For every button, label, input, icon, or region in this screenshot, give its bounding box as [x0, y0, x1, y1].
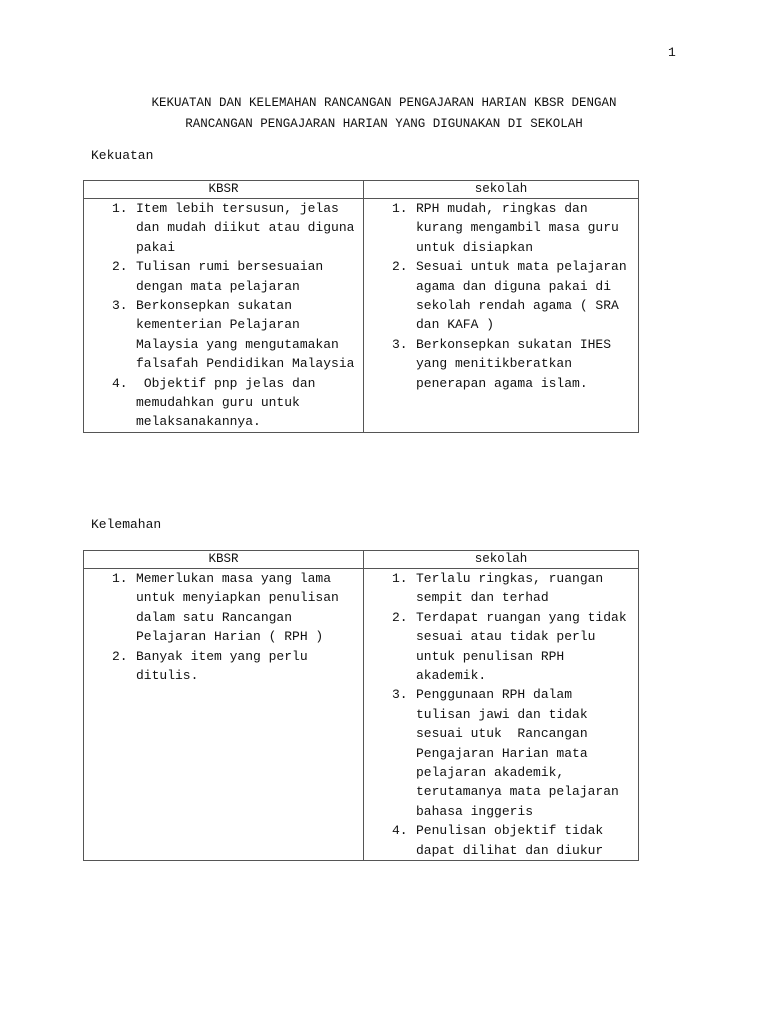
kekuatan-table — [83, 180, 639, 433]
list-item — [84, 374, 359, 432]
list-number: 2. — [112, 259, 128, 275]
list-number: 3. — [112, 298, 128, 314]
list-item — [364, 569, 634, 608]
list-number: 3. — [392, 687, 408, 703]
list-item — [364, 257, 634, 335]
kelemahan-table — [83, 550, 639, 861]
title-line-1: KEKUATAN DAN KELEMAHAN RANCANGAN PENGAJARAN HARIAN KBSR DENGAN — [151, 96, 617, 110]
list-number: 4. — [112, 375, 128, 391]
list-number: 1. — [392, 571, 408, 586]
kelemahan-kbsr-cell — [84, 569, 364, 861]
kekuatan-kbsr-cell — [84, 199, 364, 433]
list-text: Berkonsepkan sukatan IHES yang menitikberatkan penerapan agama islam. — [416, 336, 619, 391]
list-item — [364, 608, 634, 686]
table-row — [84, 569, 639, 861]
column-header-kbsr: KBSR — [84, 551, 364, 569]
list-text: Terdapat ruangan yang tidak sesuai atau tidak perlu untuk penulisan RPH akademik. — [416, 609, 635, 684]
table-row — [84, 199, 639, 433]
list-text: Terlalu ringkas, ruangan sempit dan terhad — [416, 571, 612, 606]
list-item — [84, 296, 359, 374]
list-item — [84, 647, 359, 686]
list-text: Berkonsepkan sukatan kementerian Pelajaran Malaysia yang mengutamakan falsafah Pendidikan Malaysia — [136, 298, 355, 372]
list-text: RPH mudah, ringkas dan kurang mengambil masa guru untuk disiapkan — [416, 201, 627, 255]
column-header-sekolah: sekolah — [364, 181, 639, 199]
list-text: Sesuai untuk mata pelajaran agama dan diguna pakai di sekolah rendah agama ( SRA dan KAFA ) — [416, 259, 635, 333]
list-number: 4. — [392, 823, 408, 839]
list-item — [364, 685, 634, 821]
list-number: 1. — [112, 571, 128, 586]
list-text: Penulisan objektif tidak dapat dilihat dan diukur — [416, 823, 612, 858]
list-item — [84, 569, 359, 647]
list-text: Memerlukan masa yang lama untuk menyiapkan penulisan dalam satu Rancangan Pelajaran Harian ( RPH ) — [136, 571, 347, 645]
kekuatan-kbsr-list — [84, 199, 363, 432]
list-item — [84, 257, 359, 296]
list-text: Item lebih tersusun, jelas dan mudah diikut atau diguna pakai — [136, 201, 363, 255]
list-number: 3. — [392, 336, 408, 352]
list-item — [364, 199, 634, 257]
list-number: 2. — [392, 259, 408, 275]
column-header-kbsr: KBSR — [84, 181, 364, 199]
page-number: 1 — [668, 45, 676, 60]
list-item — [364, 335, 634, 393]
list-number: 2. — [112, 648, 128, 664]
kelemahan-sekolah-list — [364, 569, 638, 860]
kelemahan-kbsr-list — [84, 569, 363, 685]
kekuatan-sekolah-cell — [364, 199, 639, 433]
list-item — [364, 821, 634, 860]
list-text: Penggunaan RPH dalam tulisan jawi dan tidak sesuai utuk Rancangan Pengajaran Harian mata pelajaran akademik, terutamanya mata pelajaran bahasa inggeris — [416, 687, 627, 819]
list-text: Tulisan rumi bersesuaian dengan mata pelajaran — [136, 259, 332, 294]
title-line-2: RANCANGAN PENGAJARAN HARIAN YANG DIGUNAKAN DI SEKOLAH — [185, 117, 583, 131]
list-text: Banyak item yang perlu ditulis. — [136, 648, 316, 684]
kekuatan-sekolah-list — [364, 199, 638, 393]
document-title — [84, 93, 684, 135]
list-item — [84, 199, 363, 257]
table-header-row — [84, 551, 639, 569]
section-heading-kekuatan: Kekuatan — [91, 148, 154, 163]
list-number: 1. — [392, 201, 408, 216]
list-number: 1. — [112, 201, 128, 216]
table-header-row — [84, 181, 639, 199]
list-text: Objektif pnp jelas dan memudahkan guru untuk melaksanakannya. — [136, 375, 324, 430]
column-header-sekolah: sekolah — [364, 551, 639, 569]
kelemahan-sekolah-cell — [364, 569, 639, 861]
section-heading-kelemahan: Kelemahan — [91, 517, 162, 532]
list-number: 2. — [392, 609, 408, 625]
